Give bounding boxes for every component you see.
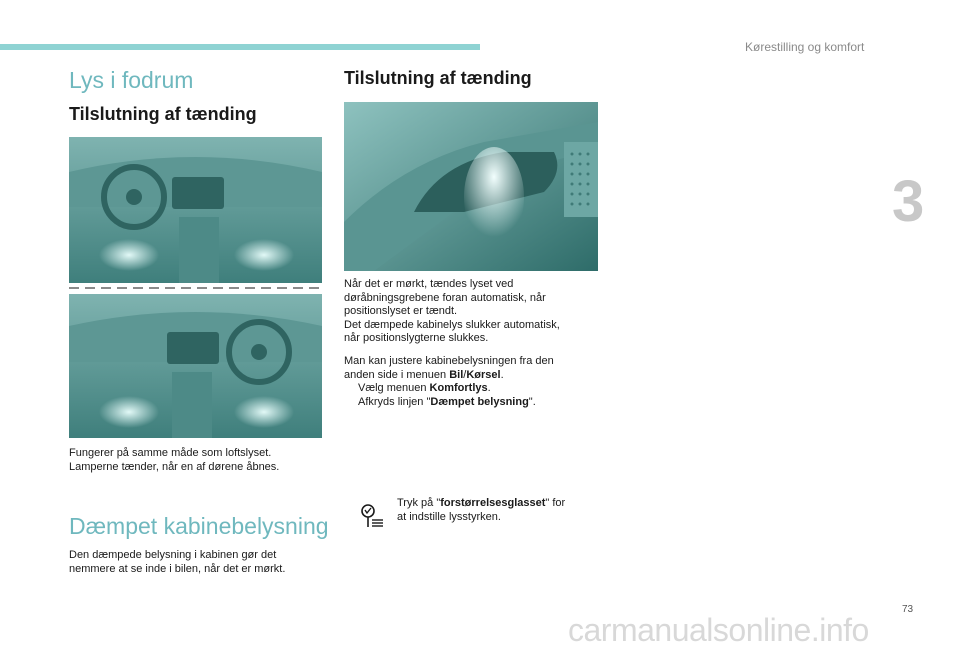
ignition-description [344, 278, 560, 346]
dashboard-photo-lhd [69, 137, 322, 283]
text-line: Det dæmpede kabinelys slukker automatisk, [344, 318, 560, 331]
subtitle-ignition-right: Tilslutning af tænding [344, 68, 532, 88]
text-line: Man kan justere kabinebelysningen fra den [344, 355, 554, 367]
page-number: 73 [902, 604, 914, 615]
menu-name-bil: Bil [449, 368, 464, 381]
text-line [344, 369, 554, 383]
section-title-dimmed-lighting: Dæmpet kabinebelysning [69, 513, 329, 539]
text-span: " for [545, 497, 566, 509]
subtitle-ignition-left: Tilslutning af tænding [69, 104, 257, 124]
door-handle-photo [344, 102, 598, 271]
text-line: nemmere at se inde i bilen, når det er mørkt. [69, 562, 286, 575]
section-title-footwell: Lys i fodrum [69, 67, 194, 93]
text-span: Vælg menuen [358, 382, 430, 394]
dimmed-lighting-text [69, 549, 285, 576]
footwell-caption [69, 447, 279, 474]
text-span: anden side i menuen [344, 368, 450, 381]
menu-name-komfortlys: Komfortlys [429, 382, 488, 394]
tip-text [397, 497, 597, 524]
caption-line: Lamperne tænder, når en af dørene åbnes. [69, 460, 280, 473]
dashboard-photo-rhd [69, 294, 322, 438]
header-accent-bar [0, 44, 480, 50]
magnifier-info-icon [359, 503, 385, 529]
text-line: når positionslygterne slukkes. [344, 332, 489, 344]
tip-box [355, 495, 595, 535]
photo-divider [69, 285, 322, 291]
bullet-item [344, 396, 554, 410]
option-name-dimmed: Dæmpet belysning [430, 395, 529, 408]
chapter-title: Kørestilling og komfort [745, 40, 865, 54]
text-line [397, 497, 597, 511]
text-line: Når det er mørkt, tændes lyset ved [344, 278, 514, 290]
adjust-lighting-text [344, 355, 554, 409]
text-line: at indstille lysstyrken. [397, 510, 501, 523]
text-line: døråbningsgrebene foran automatisk, når [344, 291, 546, 304]
text-line: positionslyset er tændt. [344, 305, 458, 317]
menu-name-korsel: Kørsel [466, 368, 501, 381]
text-span: Tryk på " [397, 497, 441, 509]
watermark: carmanualsonline.info [568, 612, 869, 648]
magnifier-term: forstørrelsesglasset [440, 497, 546, 509]
text-span: / [463, 368, 467, 381]
caption-line: Fungerer på samme måde som loftslyset. [69, 447, 272, 459]
text-span: . [487, 382, 491, 394]
text-span: . [500, 368, 504, 381]
text-line: Den dæmpede belysning i kabinen gør det [69, 549, 277, 561]
bullet-item [344, 382, 554, 396]
chapter-number: 3 [892, 169, 925, 234]
text-span: ". [528, 395, 536, 408]
text-span: Afkryds linjen " [358, 395, 431, 408]
